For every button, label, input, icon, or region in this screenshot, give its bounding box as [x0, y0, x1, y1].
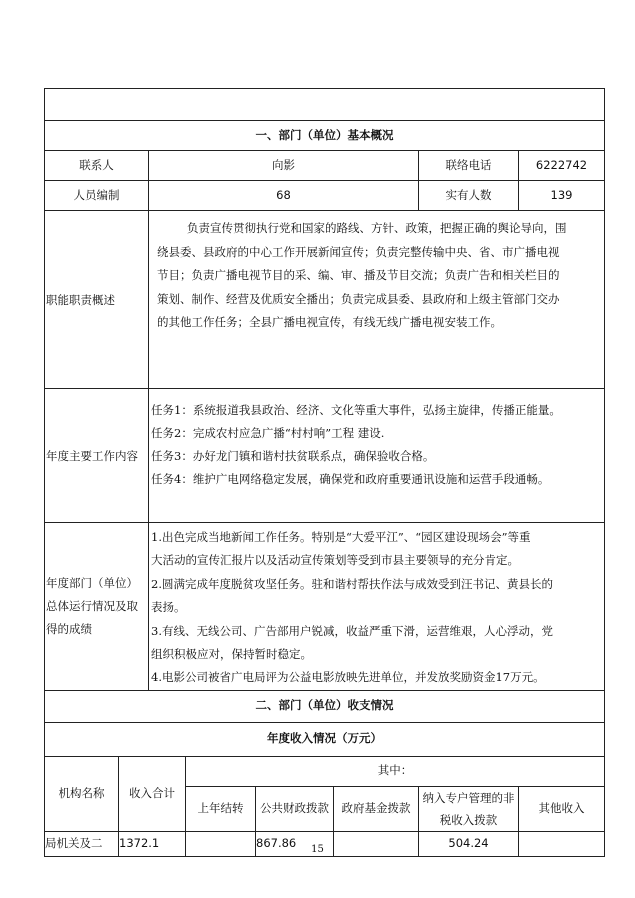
result-line: 组织积极应对，保持暂时稳定。	[151, 647, 312, 662]
duties-text	[149, 211, 605, 389]
nontax-header-line: 税收入拨款	[439, 812, 498, 827]
task-line: 任务1：系统报道我县政治、经济、文化等重大事件，弘扬主旋律，传播正能量。	[151, 403, 561, 417]
row-nontax: 504.24	[419, 831, 519, 856]
of-which-header: 其中：	[186, 756, 605, 786]
results-label-line: 总体运行情况及取	[46, 598, 138, 613]
result-line: 大活动的宣传汇报片以及活动宣传策划等受到市县主要领导的充分肯定。	[151, 553, 519, 568]
section1-title: 一、部门（单位）基本概况	[45, 121, 605, 151]
staff-value: 68	[149, 181, 419, 211]
results-label-line: 得的成绩	[46, 621, 92, 636]
duties-line: 的其他工作任务；全县广播电视宣传，有线无线广播电视安装工作。	[157, 315, 502, 329]
row-fiscal: 867.86	[256, 831, 334, 856]
row-org: 局机关及二	[45, 831, 119, 856]
nontax-header	[419, 786, 519, 831]
tasks-text	[149, 389, 605, 523]
other-header: 其他收入	[519, 786, 605, 831]
nontax-header-line: 纳入专户管理的非	[422, 790, 515, 805]
duties-line: 绕县委、县政府的中心工作开展新闻宣传；负责完整传输中央、省、市广播电视	[157, 244, 560, 259]
duties-label: 职能职责概述	[45, 211, 149, 389]
actual-staff-value: 139	[519, 181, 605, 211]
total-header: 收入合计	[119, 756, 186, 831]
fund-header: 政府基金拨款	[334, 786, 419, 831]
overview-table	[44, 88, 605, 857]
tasks-label: 年度主要工作内容	[45, 389, 149, 523]
page-number: 15	[311, 844, 324, 855]
actual-staff-label: 实有人数	[419, 181, 519, 211]
fiscal-header: 公共财政拨款	[256, 786, 334, 831]
org-header: 机构名称	[45, 756, 119, 831]
results-text	[149, 523, 605, 691]
task-line: 任务3：办好龙门镇和谐村扶贫联系点，确保验收合格。	[151, 449, 435, 463]
duties-line: 负责宣传贯彻执行党和国家的路线、方针、政策，把握正确的舆论导向，围	[187, 221, 567, 235]
document-sheet	[44, 88, 604, 857]
row-total: 1372.1	[119, 831, 186, 856]
result-line: 3.有线、无线公司、广告部用户锐减，收益严重下滑，运营维艰，人心浮动，党	[151, 623, 553, 638]
task-line: 任务4：维护广电网络稳定发展，确保党和政府重要通讯设施和运营手段通畅。	[151, 472, 550, 486]
section2-title: 二、部门（单位）收支情况	[45, 690, 605, 722]
results-label-line: 年度部门（单位）	[46, 575, 138, 590]
result-line: 1.出色完成当地新闻工作任务。特别是“大爱平江”、“园区建设现场会”等重	[151, 530, 531, 544]
task-line: 任务2：完成农村应急广播“村村响”工程 建设.	[151, 426, 385, 440]
contact-label: 联系人	[45, 151, 149, 181]
result-line: 4.电影公司被省广电局评为公益电影放映先进单位，并发放奖励资金17万元。	[151, 670, 545, 685]
duties-line: 策划、制作、经营及优质安全播出；负责完成县委、县政府和上级主管部门交办	[157, 291, 560, 306]
staff-label: 人员编制	[45, 181, 149, 211]
phone-label: 联络电话	[419, 151, 519, 181]
contact-value: 向影	[149, 151, 419, 181]
result-line: 2.圆满完成年度脱贫攻坚任务。驻和谐村帮扶作法与成效受到汪书记、黄县长的	[151, 576, 553, 591]
result-line: 表扬。	[151, 600, 186, 615]
carryover-header: 上年结转	[186, 786, 256, 831]
income-title: 年度收入情况（万元）	[45, 722, 605, 756]
duties-line: 节目；负责广播电视节目的采、编、审、播及节目交流；负责广告和相关栏目的	[157, 268, 560, 282]
phone-value: 6222742	[519, 151, 605, 181]
results-label	[45, 523, 149, 691]
